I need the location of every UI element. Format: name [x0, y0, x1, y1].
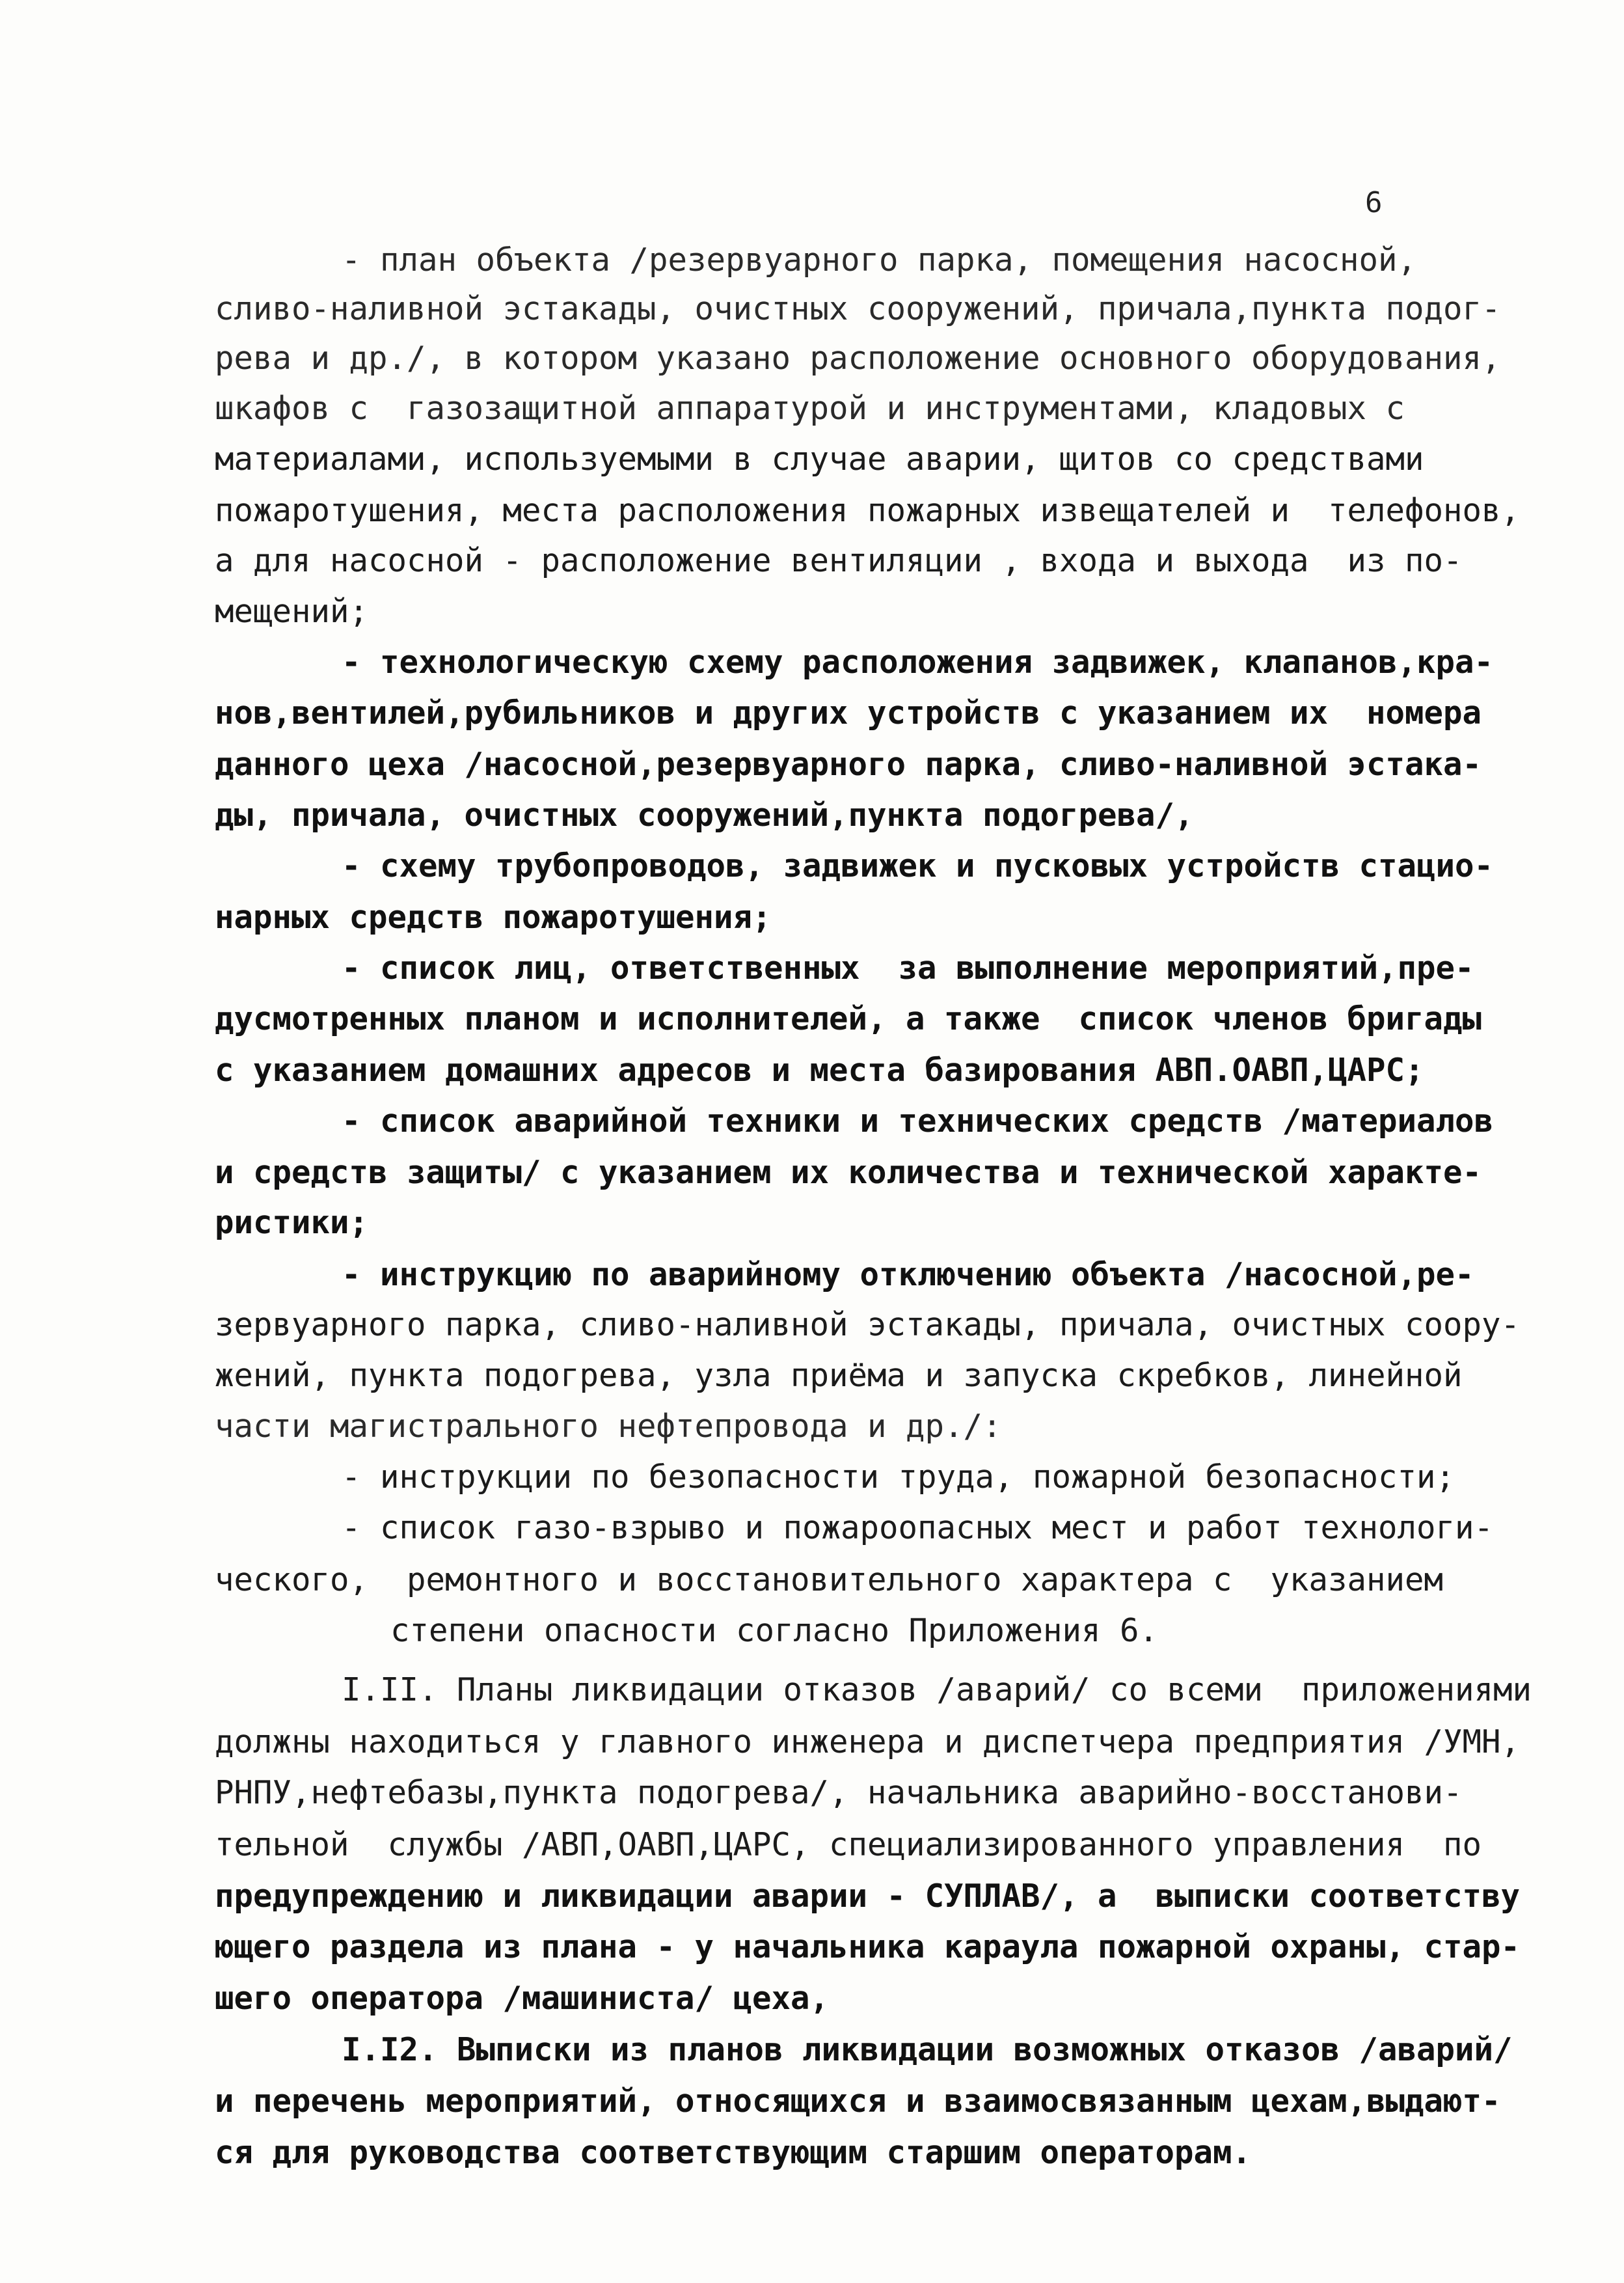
- text-line: с указанием домашних адресов и места базирования АВП.ОАВП,ЦАРС;: [215, 1052, 1424, 1089]
- text-line: мещений;: [215, 593, 369, 630]
- text-line: - список аварийной техники и технических средств /материалов: [342, 1102, 1494, 1140]
- text-line: - список газо-взрыво и пожароопасных мест и работ технологи-: [342, 1509, 1494, 1546]
- text-line: тельной службы /АВП,ОАВП,ЦАРС, специализированного управления по: [215, 1826, 1482, 1863]
- text-line: ческого, ремонтного и восстановительного характера с указанием: [215, 1561, 1444, 1598]
- text-line: - инструкцию по аварийному отключению объекта /насосной,ре-: [342, 1256, 1474, 1293]
- text-line: степени опасности согласно Приложения 6.: [390, 1612, 1159, 1649]
- text-line: и перечень мероприятий, относящихся и взаимосвязанным цехам,выдают-: [215, 2083, 1501, 2120]
- text-line: - схему трубопроводов, задвижек и пусковых устройств стацио-: [342, 847, 1494, 884]
- text-line: ристики;: [215, 1204, 369, 1241]
- text-line: а для насосной - расположение вентиляции , входа и выхода из по-: [215, 542, 1463, 579]
- text-line: шего оператора /машиниста/ цеха,: [215, 1980, 830, 2017]
- text-line: нов,вентилей,рубильников и других устройств с указанием их номера: [215, 694, 1482, 731]
- text-line: I.II. Планы ликвидации отказов /аварий/ со всеми приложениями: [342, 1671, 1532, 1708]
- text-line: зервуарного парка, сливо-наливной эстакады, причала, очистных соору-: [215, 1306, 1521, 1343]
- text-line: ды, причала, очистных сооружений,пункта подогрева/,: [215, 797, 1194, 834]
- text-line: I.I2. Выписки из планов ликвидации возможных отказов /аварий/: [342, 2031, 1513, 2068]
- text-line: - список лиц, ответственных за выполнение мероприятий,пре-: [342, 950, 1474, 987]
- text-line: сливо-наливной эстакады, очистных сооружений, причала,пункта подог-: [215, 290, 1501, 327]
- text-line: ся для руководства соответствующим старшим операторам.: [215, 2134, 1252, 2171]
- text-line: - план объекта /резервуарного парка, помещения насосной,: [342, 241, 1417, 279]
- text-line: жений, пункта подогрева, узла приёма и запуска скребков, линейной: [215, 1357, 1463, 1394]
- text-line: нарных средств пожаротушения;: [215, 899, 772, 936]
- text-line: ющего раздела из плана - у начальника караула пожарной охраны, стар-: [215, 1928, 1521, 1965]
- text-line: данного цеха /насосной,резервуарного парка, сливо-наливной эстака-: [215, 746, 1482, 783]
- text-line: части магистрального нефтепровода и др./:: [215, 1408, 1002, 1445]
- text-line: шкафов с газозащитной аппаратурой и инструментами, кладовых с: [215, 390, 1405, 427]
- text-line: предупреждению и ликвидации аварии - СУПЛАВ/, а выписки соответству: [215, 1878, 1521, 1915]
- text-line: РНПУ,нефтебазы,пункта подогрева/, начальника аварийно-восстанови-: [215, 1774, 1463, 1811]
- text-line: - технологическую схему расположения задвижек, клапанов,кра-: [342, 644, 1494, 681]
- text-line: пожаротушения, места расположения пожарных извещателей и телефонов,: [215, 492, 1521, 529]
- text-line: должны находиться у главного инженера и диспетчера предприятия /УМН,: [215, 1723, 1521, 1760]
- text-line: материалами, используемыми в случае аварии, щитов со средствами: [215, 441, 1424, 478]
- text-line: и средств защиты/ с указанием их количества и технической характе-: [215, 1154, 1482, 1191]
- text-line: рева и др./, в котором указано расположение основного оборудования,: [215, 340, 1501, 377]
- page-number: 6: [1365, 186, 1383, 219]
- text-line: дусмотренных планом и исполнителей, а также список членов бригады: [215, 1000, 1482, 1037]
- text-line: - инструкции по безопасности труда, пожарной безопасности;: [342, 1458, 1455, 1496]
